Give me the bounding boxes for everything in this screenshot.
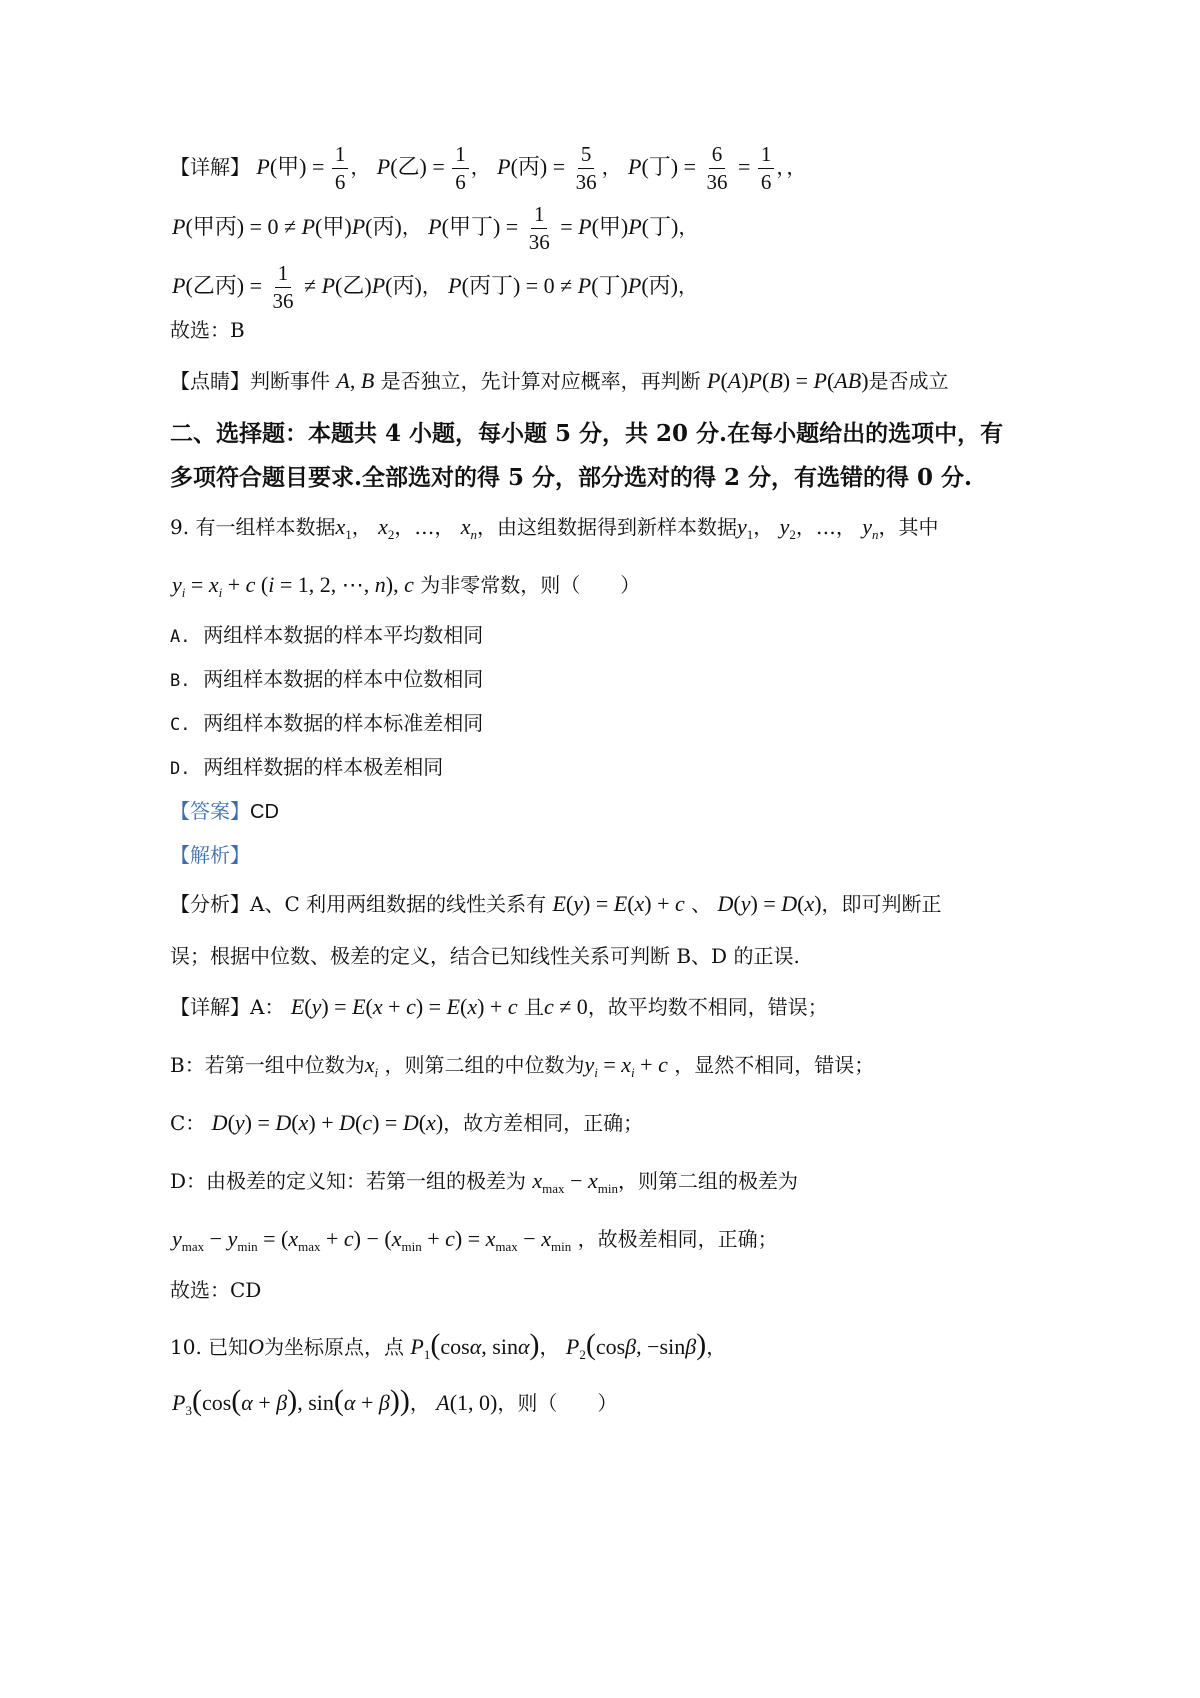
answer-label: 【答案】 bbox=[170, 799, 250, 823]
question-number: 9. bbox=[170, 515, 190, 539]
question-9-stem-line-1: 9. 有一组样本数据$x_1$， $x_2$，…， $x_n$，由这组数据得到新样本数据$y_1$， $y_2$，…， $y_n$，其中 bbox=[170, 514, 939, 542]
question-9-stem-line-2: $y_i = x_i + c$ (i = 1, 2, ⋯, n), c 为非零常数，则（ ） bbox=[172, 572, 641, 600]
fraction: $\frac{1}{6}$ bbox=[332, 143, 349, 194]
comment-line: 【点睛】判断事件 A, B 是否独立，先计算对应概率，再判断 P(A)P(B) = P(AB)是否成立 bbox=[170, 368, 949, 393]
section-heading-line-2: 多项符合题目要求.全部选对的得 5 分，部分选对的得 2 分，有选错的得 0 分. bbox=[170, 464, 973, 491]
question-10-stem-line-2: $P_3(\cos(\alpha + \beta)$, sin(α + β))， A(1, 0)，则（ ） bbox=[172, 1384, 618, 1418]
question-10-stem-line-1: 10. 已知O为坐标原点，点 $P_1(\cos\alpha$, sinα)， $P_2(\cos\beta$, −sinβ)， bbox=[170, 1328, 727, 1362]
analysis-line-2: 误；根据中位数、极差的定义，结合已知线性关系可判断 B、D 的正误. bbox=[170, 944, 800, 968]
option-d[interactable]: D. 两组样数据的样本极差相同 bbox=[170, 755, 444, 779]
detail-d-line-1: D：由极差的定义知：若第一组的极差为 $x_{max} - x_{min}$，则第二组的极差为 bbox=[170, 1168, 798, 1196]
answer-line bbox=[170, 801, 279, 822]
detail-a-line: 【详解】A： E(y) = E(x + c) = E(x) + c 且c ≠ 0，故平均数不相同，错误； bbox=[170, 994, 828, 1019]
fraction: $\frac{1}{36}$ bbox=[528, 202, 550, 255]
analysis-label: 【解析】 bbox=[170, 843, 250, 867]
option-b[interactable]: B. 两组样本数据的样本中位数相同 bbox=[170, 667, 484, 691]
analysis-line-1: 【分析】A、C 利用两组数据的线性关系有 E(y) = E(x) + c 、 D(y) = D(x)，即可判断正 bbox=[170, 891, 942, 916]
answer-select-b: 故选：B bbox=[170, 318, 245, 342]
detail-c-line: C： D(y) = D(x) + D(c) = D(x)，故方差相同，正确； bbox=[170, 1110, 644, 1135]
answer-value: CD bbox=[250, 801, 279, 823]
fraction: $\frac{1}{6}$ bbox=[758, 143, 775, 194]
detail-joint-line-1: P(甲丙) = 0 ≠ P(甲)P(丙)， P(甲丁) = $\frac{1}{36}$ = P(甲)P(丁)， bbox=[172, 202, 699, 255]
fraction: $\frac{1}{6}$ bbox=[452, 143, 469, 194]
fraction: $\frac{6}{36}$ bbox=[706, 142, 728, 195]
detail-label: 【详解】 bbox=[170, 155, 250, 180]
question-number: 10. bbox=[170, 1335, 202, 1359]
option-c[interactable]: C. 两组样本数据的样本标准差相同 bbox=[170, 711, 484, 735]
answer-select-cd: 故选：CD bbox=[170, 1278, 262, 1302]
fraction: $\frac{1}{36}$ bbox=[272, 261, 294, 314]
section-heading-line-1: 二、选择题：本题共 4 小题，每小题 5 分，共 20 分.在每小题给出的选项中，有 bbox=[170, 420, 1004, 447]
detail-probabilities-line: 【详解】 P(甲) = $\frac{1}{6}$ ， P(乙) = $\frac{1}{6}$ ， P(丙) = $\frac{5}{36}$ ， P(丁) = $\frac{6}{36}$ = $\frac{1}{6}$ ，， bbox=[170, 142, 807, 195]
detail-joint-line-2: P(乙丙) = $\frac{1}{36}$ ≠ P(乙)P(丙)， P(丙丁) = 0 ≠ P(丁)P(丙)， bbox=[172, 261, 698, 314]
fraction: $\frac{5}{36}$ bbox=[575, 142, 597, 195]
detail-b-line: B：若第一组中位数为$x_i$ ，则第二组的中位数为$y_i = x_i + c$ ，显然不相同，错误； bbox=[170, 1052, 875, 1080]
detail-d-line-2: $y_{max} - y_{min} = (x_{max} + c) - (x_{min} + c) = x_{max} - x_{min}$ ，故极差相同，正确； bbox=[172, 1226, 778, 1254]
option-a[interactable]: A. 两组样本数据的样本平均数相同 bbox=[170, 623, 484, 647]
